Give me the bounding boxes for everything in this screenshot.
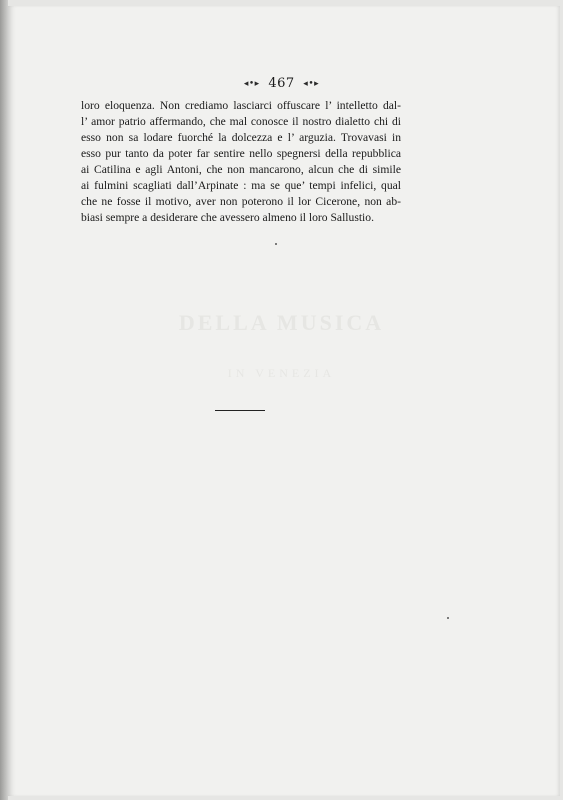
text-line: ai fulmini scagliati dall’Arpinate : ma se que’ tempi infelici, qual (81, 179, 401, 192)
show-through-title: DELLA MUSICA (178, 310, 385, 335)
body-paragraph (81, 98, 401, 226)
text-line: ai Catilina e agli Antoni, che non mancarono, alcun che di simile (81, 163, 401, 176)
ornament-right-icon: ◂•▸ (303, 78, 320, 89)
page-number-header (0, 76, 563, 91)
binding-edge (0, 0, 8, 800)
text-line: l’ amor patrio affermando, che mal conosce il nostro dialetto chi di (81, 115, 401, 128)
text-line: che ne fosse il motivo, aver non poterono il lor Cicerone, non ab- (81, 195, 401, 208)
text-line: loro eloquenza. Non crediamo lasciarci offuscare l’ intelletto dal- (81, 99, 401, 112)
text-line: esso non sa lodare fuorché la dolcezza e l’ arguzia. Trovavasi in (81, 131, 401, 144)
section-rule (215, 410, 265, 411)
show-through-subtitle: IN VENEZIA (227, 366, 336, 380)
ink-speck (447, 617, 449, 619)
text-line: biasi sempre a desiderare che avessero almeno il loro Sallustio. (81, 211, 374, 224)
ornament-left-icon: ◂•▸ (243, 78, 260, 89)
text-line: esso pur tanto da poter far sentire nello spegnersi della repubblica (81, 147, 401, 160)
page-number: 467 (268, 76, 295, 91)
ink-speck (275, 243, 277, 245)
